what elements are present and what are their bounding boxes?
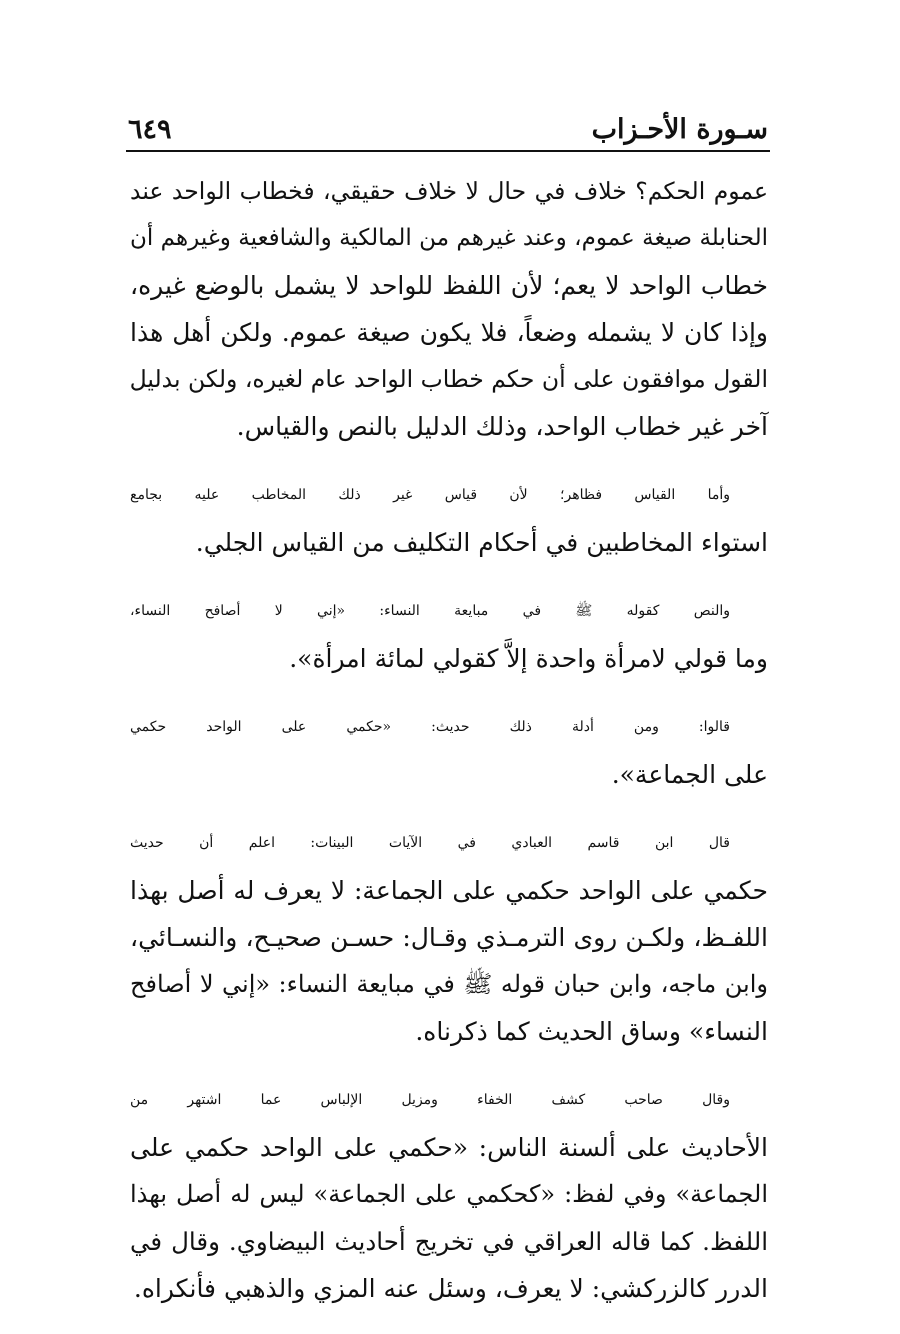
- text-line: على الجماعة».: [611, 760, 768, 789]
- text-line: القول موافقون على أن حكم خطاب الواحد عام لغيره، ولكن بدليل: [129, 365, 768, 393]
- text-line: اللفظ. كما قاله العراقي في تخريج أحاديث البيضاوي. وقال في: [130, 1227, 768, 1256]
- text-line: وما قولي لامرأة واحدة إلاَّ كقولي لمائة امرأة».: [289, 644, 768, 673]
- text-line: الدرر كالزركشي: لا يعرف، وسئل عنه المزي والذهبي فأنكراه.: [133, 1274, 768, 1303]
- surah-title: سـورة الأحـزاب: [591, 114, 768, 145]
- running-header: [128, 103, 768, 149]
- text-line: وابن ماجه، وابن حبان قوله ﷺ في مبايعة النساء: «إني لا أصافح: [130, 970, 768, 998]
- text-line: الجماعة» وفي لفظ: «كحكمي على الجماعة» ليس له أصل بهذا: [130, 1180, 768, 1208]
- text-line: وأما القياس فظاهر؛ لأن قياس غير ذلك المخاطب عليه بجامع: [130, 487, 730, 503]
- paragraph: [130, 1077, 768, 1312]
- page-number: ٦٤٩: [128, 114, 172, 145]
- text-line: حكمي على الواحد حكمي على الجماعة: لا يعرف له أصل بهذا: [130, 876, 768, 905]
- header-divider: [126, 150, 770, 152]
- text-line: خطاب الواحد لا يعم؛ لأن اللفظ للواحد لا يشمل بالوضع غيره،: [130, 271, 768, 300]
- text-line: الحنابلة صيغة عموم، وعند غيرهم من المالكية والشافعية وغيرهم أن: [130, 225, 768, 251]
- body-text: [130, 168, 768, 1334]
- paragraph: [130, 704, 768, 798]
- text-line: استواء المخاطبين في أحكام التكليف من القياس الجلي.: [195, 528, 768, 557]
- text-line: اللفـظ، ولكـن روى الترمـذي وقـال: حسـن صحيـح، والنسـائي،: [130, 923, 768, 952]
- paragraph: [130, 168, 768, 450]
- text-line: والنص كقوله ﷺ في مبايعة النساء: «إني لا أصافح النساء،: [130, 603, 730, 619]
- text-line: قالوا: ومن أدلة ذلك حديث: «حكمي على الواحد حكمي: [130, 719, 730, 735]
- text-line: الأحاديث على ألسنة الناس: «حكمي على الواحد حكمي على: [130, 1133, 768, 1162]
- paragraph: [130, 472, 768, 566]
- text-line: عموم الحكم؟ خلاف في حال لا خلاف حقيقي، فخطاب الواحد عند: [130, 177, 768, 205]
- text-line: آخر غير خطاب الواحد، وذلك الدليل بالنص والقياس.: [236, 412, 768, 441]
- paragraph: [130, 588, 768, 682]
- text-line: قال ابن قاسم العبادي في الآيات البينات: اعلم أن حديث: [130, 835, 730, 851]
- text-line: وإذا كان لا يشمله وضعاً، فلا يكون صيغة عموم. ولكن أهل هذا: [130, 318, 768, 347]
- text-line: النساء» وساق الحديث كما ذكرناه.: [415, 1017, 768, 1046]
- text-line: وقال صاحب كشف الخفاء ومزيل الإلباس عما اشتهر من: [130, 1092, 730, 1108]
- paragraph: [130, 820, 768, 1055]
